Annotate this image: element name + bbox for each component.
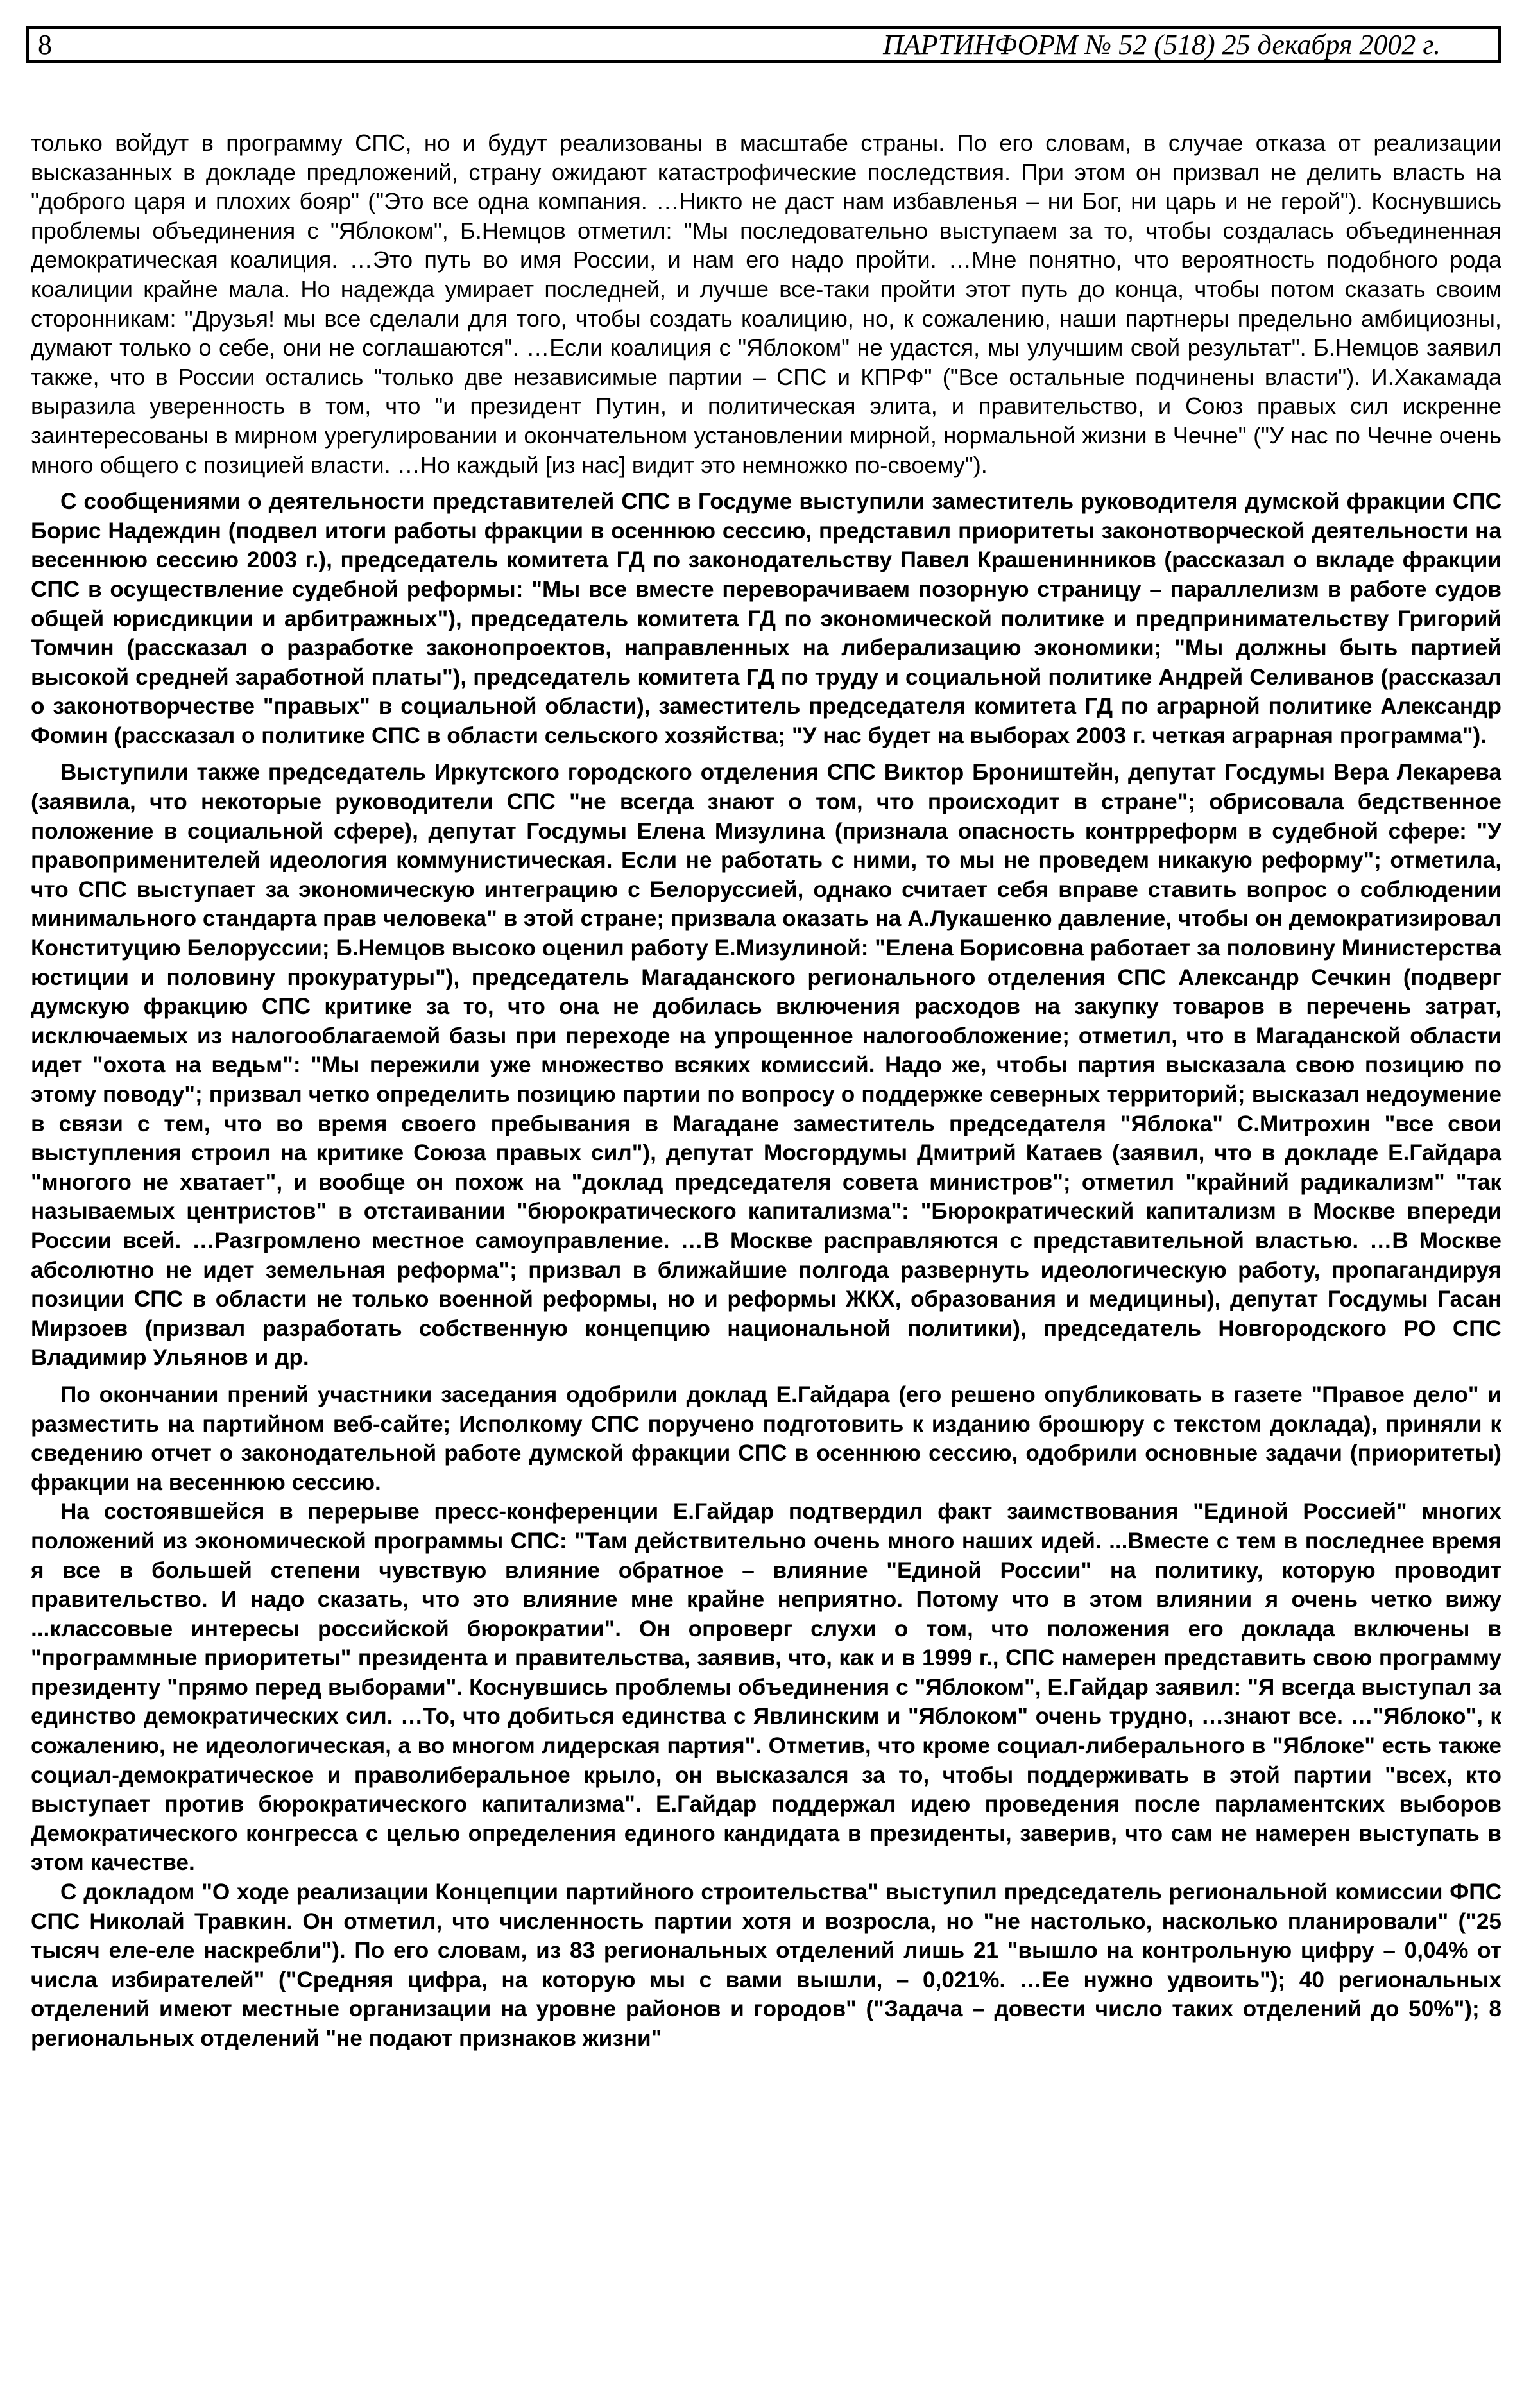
- page-header: [26, 26, 1502, 63]
- paragraph-decisions: По окончании прений участники заседания одобрили доклад Е.Гайдара (его решено опубликовать в газете "Правое дело" и разместить на партийном веб-сайте; Исполкому СПС поручено подготовить к изданию брошюру с текстом доклада), приняли к сведению отчет о законодательной работе думской фракции СПС в осеннюю сессию, одобрили основные задачи (приоритеты) фракции на весеннюю сессию.: [31, 1382, 1502, 1495]
- article-body: [31, 128, 1502, 2053]
- paragraph-press-conference: На состоявшейся в перерыве пресс-конференции Е.Гайдар подтвердил факт заимствования "Единой Россией" многих положений из экономической программы СПС: "Там действительно очень много наших идей. ...Вместе с тем в последнее время я все в большей степени чувствую влияние обратное – влияние "Единой России" на политику, которую проводит правительство. И надо сказать, что это влияние мне крайне неприятно. Потому что в этом влиянии я очень четко вижу ...классовые интересы российской бюрократии". Он опроверг слухи о том, что положения его доклада включены в "программные приоритеты" президента и правительства, заявив, что, как и в 1999 г., СПС намерен представить свою программу президенту "прямо перед выборами". Коснувшись проблемы объединения с "Яблоком", Е.Гайдар заявил: "Я всегда выступал за единство демократических сил. …То, что добиться единства с Явлинским и "Яблоком" очень трудно, …знают все. …"Яблоко", к сожалению, не идеологическая, а во многом лидерская партия". Отметив, что кроме социал-либерального в "Яблоке" есть также социал-демократическое и праволиберальное крыло, он высказался за то, чтобы поддерживать в этой партии "всех, кто выступает против бюрократического капитализма". Е.Гайдар поддержал идею проведения после парламентских выборов Демократического конгресса с целью определения единого кандидата в президенты, заверив, что сам не намерен выступать в этом качестве.: [31, 1499, 1502, 1876]
- issue-title: ПАРТИНФОРМ № 52 (518) 25 декабря 2002 г.: [883, 29, 1441, 60]
- paragraph-nemtsov: только войдут в программу СПС, но и будут реализованы в масштабе страны. По его словам, в случае отказа от реализации высказанных в докладе предложений, страну ожидают катастрофические последствия. При этом он призвал не делить власть на "доброго царя и плохих бояр" ("Это все одна компания. …Никто не даст нам избавленья – ни Бог, ни царь и не герой"). Коснувшись проблемы объединения с "Яблоком", Б.Немцов отметил: "Мы последовательно выступаем за то, чтобы создалась объединенная демократическая коалиция. …Это путь во имя России, и нам его надо пройти. …Мне понятно, что вероятность подобного рода коалиции крайне мала. Но надежда умирает последней, и лучше все-таки пройти этот путь до конца, чтобы потом сказать своим сторонникам: "Друзья! мы все сделали для того, чтобы создать коалицию, но, к сожалению, наши партнеры предельно амбициозны, думают только о себе, они не соглашаются". …Если коалиция с "Яблоком" не удастся, мы улучшим свой результат". Б.Немцов заявил также, что в России остались "только две независимые партии – СПС и КПРФ" ("Все остальные подчинены власти"). И.Хакамада выразила уверенность в том, что "и президент Путин, и политическая элита, и правительство, и Союз правых сил искренне заинтересованы в мирном урегулировании и окончательном установлении мирной, нормальной жизни в Чечне" ("У нас по Чечне очень много общего с позицией власти. …Но каждый [из нас] видит это немножко по-своему").: [31, 130, 1502, 478]
- paragraph-duma-reports: С сообщениями о деятельности представителей СПС в Госдуме выступили заместитель руководителя думской фракции СПС Борис Надеждин (подвел итоги работы фракции в осеннюю сессию, представил приоритеты законотворческой деятельности на весеннюю сессию 2003 г.), председатель комитета ГД по законодательству Павел Крашенинников (рассказал о вкладе фракции СПС в осуществление судебной реформы: "Мы все вместе переворачиваем позорную страницу – параллелизм в работе судов общей юрисдикции и арбитражных"), председатель комитета ГД по экономической политике и предпринимательству Григорий Томчин (рассказал о разработке законопроектов, направленных на либерализацию экономики; "Мы должны быть партией высокой средней заработной платы"), председатель комитета ГД по труду и социальной политике Андрей Селиванов (рассказал о законотворчестве "правых" в социальной области), заместитель председателя комитета ГД по аграрной политике Александр Фомин (рассказал о политике СПС в области сельского хозяйства; "У нас будет на выборах 2003 г. четкая аграрная программа").: [31, 489, 1502, 748]
- paragraph-speakers: Выступили также председатель Иркутского городского отделения СПС Виктор Броништейн, депутат Госдумы Вера Лекарева (заявила, что некоторые руководители СПС "не всегда знают о том, что происходит в стране"; обрисовала бедственное положение в социальной сфере), депутат Госдумы Елена Мизулина (признала опасность контрреформ в судебной сфере: "У правоприменителей идеология коммунистическая. Если не работать с ними, то мы не проведем никакую реформу"; отметила, что СПС выступает за экономическую интеграцию с Белоруссией, однако считает себя вправе ставить вопрос о соблюдении минимального стандарта прав человека" в этой стране; призвала оказать на А.Лукашенко давление, чтобы он демократизировал Конституцию Белоруссии; Б.Немцов высоко оценил работу Е.Мизулиной: "Елена Борисовна работает за половину Министерства юстиции и половину прокуратуры"), председатель Магаданского регионального отделения СПС Александр Сечкин (подверг думскую фракцию СПС критике за то, что она не добилась включения расходов на закупку товаров в перечень затрат, исключаемых из налогооблагаемой базы при переходе на упрощенное налогообложение; отметил, что в Магаданской области идет "охота на ведьм": "Мы пережили уже множество всяких комиссий. Надо же, чтобы партия высказала свою позицию по этому поводу"; призвал четко определить позицию партии по вопросу о поддержке северных территорий; высказал недоумение в связи с тем, что во время своего пребывания в Магадане заместитель председателя "Яблока" С.Митрохин "все свои выступления строил на критике Союза правых сил"), депутат Мосгордумы Дмитрий Катаев (заявил, что в докладе Е.Гайдара "многого не хватает", и вообще он похож на "доклад председателя совета министров"; отметил "крайний радикализм" "так называемых центристов" в отстаивании "бюрократического капитализма": "Бюрократический капитализм в Москве впереди России всей. …Разгромлено местное самоуправление. …В Москве расправляются с представительной властью. …В Москве абсолютно не идет земельная реформа"; призвал в ближайшие полгода развернуть идеологическую работу, пропагандируя позиции СПС в области не только военной реформы, но и реформы ЖКХ, образования и медицины), депутат Госдумы Гасан Мирзоев (призвал разработать собственную концепцию национальной политики), председатель Новгородского РО СПС Владимир Ульянов и др.: [31, 760, 1502, 1371]
- page-number: 8: [38, 29, 52, 60]
- paragraph-travkin: С докладом "О ходе реализации Концепции партийного строительства" выступил председатель региональной комиссии ФПС СПС Николай Травкин. Он отметил, что численность партии хотя и возросла, но "не настолько, насколько планировали" ("25 тысяч еле-еле наскребли"). По его словам, из 83 региональных отделений лишь 21 "вышло на контрольную цифру – 0,04% от числа избирателей" ("Средняя цифра, на которую мы с вами вышли, – 0,021%. …Ее нужно удвоить"); 40 региональных отделений имеют местные организации на уровне районов и городов" ("Задача – довести число таких отделений до 50%"); 8 региональных отделений "не подают признаков жизни": [31, 1880, 1502, 2051]
